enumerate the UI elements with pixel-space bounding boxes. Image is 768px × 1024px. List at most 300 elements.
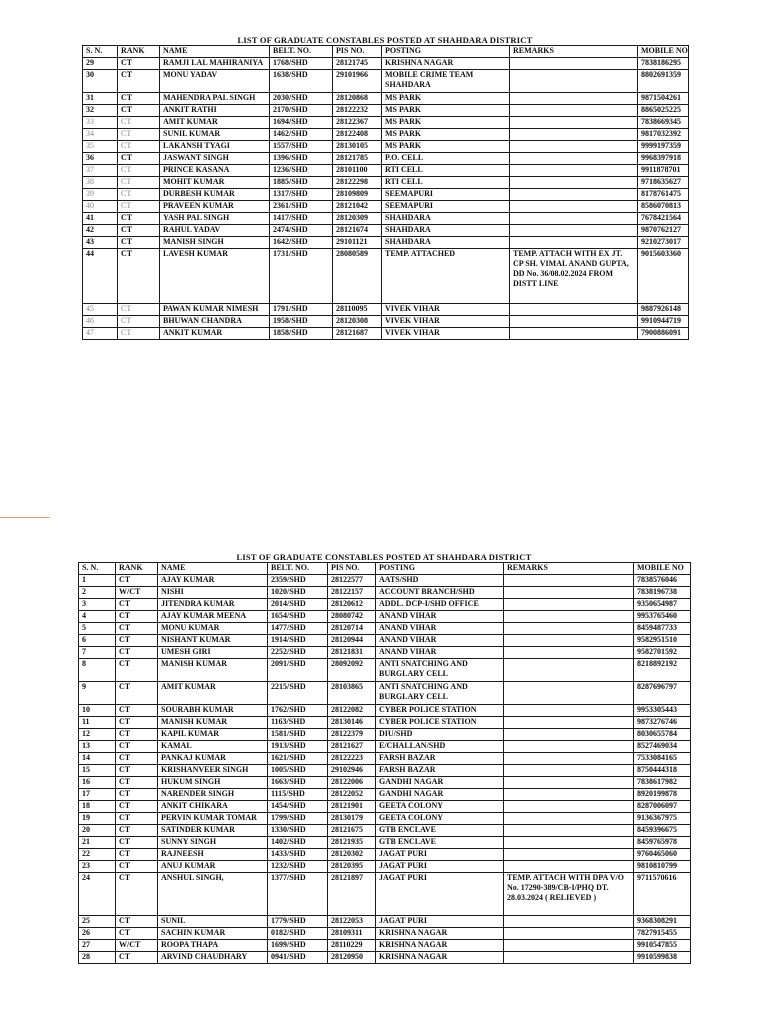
cell-posting: ANAND VIHAR	[376, 611, 504, 623]
cell-name: ANKIT CHIKARA	[158, 801, 268, 813]
cell-pis-no: 29101121	[333, 237, 382, 249]
cell-name: MAHENDRA PAL SINGH	[160, 93, 270, 105]
cell-sn: 26	[79, 928, 116, 940]
table-row	[83, 328, 689, 340]
cell-mobile-no: 8527469034	[634, 741, 691, 753]
cell-belt-no: 1642/SHD	[270, 237, 333, 249]
cell-mobile-no: 7900886091	[638, 328, 689, 340]
table-row	[83, 153, 689, 165]
cell-sn: 32	[83, 105, 118, 117]
cell-rank: CT	[118, 237, 160, 249]
cell-belt-no: 1779/SHD	[268, 916, 328, 928]
cell-mobile-no: 9136367975	[634, 813, 691, 825]
cell-sn: 9	[79, 682, 116, 705]
cell-sn: 30	[83, 70, 118, 93]
cell-belt-no: 2474/SHD	[270, 225, 333, 237]
cell-sn: 18	[79, 801, 116, 813]
cell-mobile-no: 8218892192	[634, 659, 691, 682]
cell-mobile-no: 9953305443	[634, 705, 691, 717]
cell-rank: CT	[118, 165, 160, 177]
cell-name: ANKIT KUMAR	[160, 328, 270, 340]
list-title: LIST OF GRADUATE CONSTABLES POSTED AT SHAHDARA DISTRICT	[237, 35, 533, 45]
table-row	[79, 599, 691, 611]
cell-posting: MS PARK	[382, 117, 510, 129]
cell-name: SACHIN KUMAR	[158, 928, 268, 940]
cell-sn: 34	[83, 129, 118, 141]
col-remarks: REMARKS	[510, 46, 638, 58]
cell-belt-no: 1377/SHD	[268, 873, 328, 916]
table-row	[83, 189, 689, 201]
cell-remarks	[504, 861, 634, 873]
cell-remarks	[504, 623, 634, 635]
cell-belt-no: 1317/SHD	[270, 189, 333, 201]
table-row	[83, 237, 689, 249]
cell-remarks	[504, 659, 634, 682]
cell-pis-no: 28122223	[328, 753, 376, 765]
cell-pis-no: 28109809	[333, 189, 382, 201]
cell-rank: CT	[116, 849, 158, 861]
cell-rank: CT	[116, 635, 158, 647]
cell-pis-no: 28120395	[328, 861, 376, 873]
cell-remarks	[504, 611, 634, 623]
table-row	[79, 952, 691, 964]
cell-rank: CT	[118, 328, 160, 340]
table-row	[79, 729, 691, 741]
col-mobile: MOBILE NO	[638, 46, 689, 58]
cell-remarks: TEMP. ATTACH WITH EX JT. CP SH. VIMAL ANAND GUPTA, DD No. 36/08.02.2024 FROM DISTT LINE	[510, 249, 638, 304]
cell-pis-no: 28122367	[333, 117, 382, 129]
cell-pis-no: 28110095	[333, 304, 382, 316]
cell-posting: JAGAT PURI	[376, 849, 504, 861]
cell-remarks	[510, 141, 638, 153]
cell-posting: P.O. CELL	[382, 153, 510, 165]
table-header-row	[83, 46, 689, 58]
cell-belt-no: 1621/SHD	[268, 753, 328, 765]
cell-posting: E/CHALLAN/SHD	[376, 741, 504, 753]
cell-sn: 39	[83, 189, 118, 201]
cell-belt-no: 1417/SHD	[270, 213, 333, 225]
cell-rank: CT	[116, 717, 158, 729]
cell-pis-no: 28122232	[333, 105, 382, 117]
cell-belt-no: 1236/SHD	[270, 165, 333, 177]
cell-pis-no: 28120714	[328, 623, 376, 635]
cell-remarks	[504, 599, 634, 611]
cell-belt-no: 1115/SHD	[268, 789, 328, 801]
cell-mobile-no: 8865025225	[638, 105, 689, 117]
cell-rank: CT	[116, 916, 158, 928]
cell-pis-no: 29102946	[328, 765, 376, 777]
cell-sn: 36	[83, 153, 118, 165]
cell-sn: 7	[79, 647, 116, 659]
cell-rank: CT	[118, 213, 160, 225]
cell-sn: 10	[79, 705, 116, 717]
cell-remarks	[504, 952, 634, 964]
cell-sn: 22	[79, 849, 116, 861]
cell-remarks	[510, 70, 638, 93]
cell-remarks	[510, 117, 638, 129]
cell-remarks	[510, 328, 638, 340]
table-row	[79, 682, 691, 705]
cell-name: ANUJ KUMAR	[158, 861, 268, 873]
cell-posting: MS PARK	[382, 105, 510, 117]
cell-sn: 20	[79, 825, 116, 837]
cell-belt-no: 1731/SHD	[270, 249, 333, 304]
cell-name: RAJNEESH	[158, 849, 268, 861]
cell-pis-no: 28130179	[328, 813, 376, 825]
col-posting: POSTING	[376, 563, 504, 575]
cell-pis-no: 28103865	[328, 682, 376, 705]
cell-sn: 1	[79, 575, 116, 587]
cell-belt-no: 1330/SHD	[268, 825, 328, 837]
cell-belt-no: 1163/SHD	[268, 717, 328, 729]
table-row	[79, 765, 691, 777]
cell-belt-no: 1885/SHD	[270, 177, 333, 189]
cell-pis-no: 28121674	[333, 225, 382, 237]
cell-name: PERVIN KUMAR TOMAR	[158, 813, 268, 825]
cell-posting: MOBILE CRIME TEAM SHAHDARA	[382, 70, 510, 93]
cell-posting: VIVEK VIHAR	[382, 316, 510, 328]
table-row	[79, 837, 691, 849]
cell-rank: CT	[118, 117, 160, 129]
cell-name: MONU YADAV	[160, 70, 270, 93]
cell-name: KAMAL	[158, 741, 268, 753]
cell-posting: FARSH BAZAR	[376, 765, 504, 777]
cell-mobile-no: 9887926148	[638, 304, 689, 316]
cell-name: AMIT KUMAR	[158, 682, 268, 705]
cell-pis-no: 28121901	[328, 801, 376, 813]
table-row	[83, 249, 689, 304]
table-row	[79, 705, 691, 717]
cell-rank: CT	[116, 801, 158, 813]
table-row	[83, 201, 689, 213]
cell-sn: 42	[83, 225, 118, 237]
table-row	[79, 587, 691, 599]
cell-name: YASH PAL SINGH	[160, 213, 270, 225]
cell-posting: GTB ENCLAVE	[376, 825, 504, 837]
cell-remarks	[504, 635, 634, 647]
cell-belt-no: 1638/SHD	[270, 70, 333, 93]
cell-pis-no: 28120944	[328, 635, 376, 647]
cell-name: BHUWAN CHANDRA	[160, 316, 270, 328]
cell-rank: CT	[118, 93, 160, 105]
cell-posting: MS PARK	[382, 129, 510, 141]
cell-belt-no: 1762/SHD	[268, 705, 328, 717]
cell-remarks	[504, 825, 634, 837]
table-row	[79, 717, 691, 729]
cell-sn: 16	[79, 777, 116, 789]
cell-posting: KRISHNA NAGAR	[382, 58, 510, 70]
cell-name: JASWANT SINGH	[160, 153, 270, 165]
cell-mobile-no: 8287696797	[634, 682, 691, 705]
cell-rank: CT	[118, 316, 160, 328]
cell-name: NARENDER SINGH	[158, 789, 268, 801]
cell-pis-no: 28121687	[333, 328, 382, 340]
cell-pis-no: 29101966	[333, 70, 382, 93]
cell-pis-no: 28120612	[328, 599, 376, 611]
cell-mobile-no: 9953765460	[634, 611, 691, 623]
cell-posting: CYBER POLICE STATION	[376, 717, 504, 729]
cell-remarks	[504, 789, 634, 801]
cell-remarks	[510, 105, 638, 117]
cell-mobile-no: 9582701592	[634, 647, 691, 659]
cell-belt-no: 2361/SHD	[270, 201, 333, 213]
cell-name: AJAY KUMAR	[158, 575, 268, 587]
cell-pis-no: 28080742	[328, 611, 376, 623]
cell-sn: 21	[79, 837, 116, 849]
cell-name: ROOPA THAPA	[158, 940, 268, 952]
cell-remarks	[504, 849, 634, 861]
col-remarks: REMARKS	[504, 563, 634, 575]
table-row	[83, 105, 689, 117]
cell-belt-no: 1402/SHD	[268, 837, 328, 849]
cell-mobile-no: 9871504261	[638, 93, 689, 105]
cell-remarks	[504, 777, 634, 789]
cell-pis-no: 28122298	[333, 177, 382, 189]
cell-mobile-no: 9711570616	[634, 873, 691, 916]
cell-remarks	[510, 153, 638, 165]
cell-remarks	[504, 765, 634, 777]
cell-rank: CT	[116, 753, 158, 765]
table-row	[79, 940, 691, 952]
cell-pis-no: 28120868	[333, 93, 382, 105]
cell-belt-no: 2014/SHD	[268, 599, 328, 611]
cell-name: KAPIL KUMAR	[158, 729, 268, 741]
cell-sn: 38	[83, 177, 118, 189]
table-row	[83, 141, 689, 153]
table-row	[83, 117, 689, 129]
cell-posting: MS PARK	[382, 93, 510, 105]
cell-remarks	[504, 837, 634, 849]
cell-posting: GANDHI NAGAR	[376, 777, 504, 789]
cell-posting: ANAND VIHAR	[376, 623, 504, 635]
cell-rank: W/CT	[116, 587, 158, 599]
cell-name: SUNIL KUMAR	[160, 129, 270, 141]
cell-name: SOURABH KUMAR	[158, 705, 268, 717]
cell-name: AMIT KUMAR	[160, 117, 270, 129]
cell-mobile-no: 9368308291	[634, 916, 691, 928]
cell-sn: 3	[79, 599, 116, 611]
cell-rank: CT	[116, 599, 158, 611]
cell-remarks	[504, 753, 634, 765]
cell-rank: CT	[116, 682, 158, 705]
col-belt: BELT. NO.	[268, 563, 328, 575]
cell-rank: CT	[118, 105, 160, 117]
table-row	[79, 873, 691, 916]
cell-rank: CT	[116, 659, 158, 682]
cell-sn: 4	[79, 611, 116, 623]
cell-mobile-no: 9210273017	[638, 237, 689, 249]
table-row	[79, 813, 691, 825]
cell-pis-no: 28092092	[328, 659, 376, 682]
cell-name: LAKANSH TYAGI	[160, 141, 270, 153]
cell-sn: 17	[79, 789, 116, 801]
cell-sn: 27	[79, 940, 116, 952]
table-row	[79, 741, 691, 753]
cell-sn: 28	[79, 952, 116, 964]
cell-posting: JAGAT PURI	[376, 873, 504, 916]
cell-rank: CT	[116, 741, 158, 753]
cell-mobile-no: 9910547855	[634, 940, 691, 952]
cell-posting: AATS/SHD	[376, 575, 504, 587]
cell-posting: ADDL. DCP-I/SHD OFFICE	[376, 599, 504, 611]
cell-posting: FARSH BAZAR	[376, 753, 504, 765]
cell-mobile-no: 9968397918	[638, 153, 689, 165]
cell-belt-no: 0182/SHD	[268, 928, 328, 940]
cell-belt-no: 1232/SHD	[268, 861, 328, 873]
cell-pis-no: 28120302	[328, 849, 376, 861]
cell-remarks	[504, 682, 634, 705]
constable-table	[78, 562, 691, 964]
cell-belt-no: 1581/SHD	[268, 729, 328, 741]
cell-belt-no: 1699/SHD	[268, 940, 328, 952]
cell-mobile-no: 9999197359	[638, 141, 689, 153]
cell-pis-no: 28110229	[328, 940, 376, 952]
cell-pis-no: 28122053	[328, 916, 376, 928]
cell-pis-no: 28121831	[328, 647, 376, 659]
cell-belt-no: 1914/SHD	[268, 635, 328, 647]
table-row	[83, 213, 689, 225]
cell-mobile-no: 9760465060	[634, 849, 691, 861]
cell-rank: CT	[118, 177, 160, 189]
cell-belt-no: 1005/SHD	[268, 765, 328, 777]
cell-mobile-no: 9910944719	[638, 316, 689, 328]
cell-posting: ANAND VIHAR	[376, 647, 504, 659]
scan-edge-line	[0, 517, 50, 518]
table-row	[83, 165, 689, 177]
cell-mobile-no: 7678421564	[638, 213, 689, 225]
cell-name: MANISH KUMAR	[158, 717, 268, 729]
cell-belt-no: 1913/SHD	[268, 741, 328, 753]
cell-remarks	[510, 177, 638, 189]
cell-rank: CT	[116, 623, 158, 635]
cell-pis-no: 28101100	[333, 165, 382, 177]
cell-rank: CT	[118, 129, 160, 141]
cell-pis-no: 28130146	[328, 717, 376, 729]
table-row	[79, 647, 691, 659]
table-row	[79, 849, 691, 861]
cell-remarks	[510, 237, 638, 249]
cell-sn: 47	[83, 328, 118, 340]
cell-rank: CT	[116, 789, 158, 801]
cell-mobile-no: 8802691359	[638, 70, 689, 93]
cell-sn: 29	[83, 58, 118, 70]
cell-rank: CT	[118, 201, 160, 213]
cell-pis-no: 28120309	[333, 213, 382, 225]
cell-posting: SHAHDARA	[382, 213, 510, 225]
cell-remarks	[504, 717, 634, 729]
cell-remarks	[504, 801, 634, 813]
cell-mobile-no: 7838196738	[634, 587, 691, 599]
cell-name: DURBESH KUMAR	[160, 189, 270, 201]
cell-belt-no: 0941/SHD	[268, 952, 328, 964]
table-header-row	[79, 563, 691, 575]
cell-sn: 45	[83, 304, 118, 316]
cell-name: LAVESH KUMAR	[160, 249, 270, 304]
cell-posting: ANAND VIHAR	[376, 635, 504, 647]
cell-remarks	[504, 916, 634, 928]
cell-pis-no: 28121627	[328, 741, 376, 753]
cell-belt-no: 1454/SHD	[268, 801, 328, 813]
table-row	[79, 623, 691, 635]
cell-belt-no: 1654/SHD	[268, 611, 328, 623]
cell-sn: 2	[79, 587, 116, 599]
cell-mobile-no: 8920199878	[634, 789, 691, 801]
cell-pis-no: 28122577	[328, 575, 376, 587]
cell-pis-no: 28121745	[333, 58, 382, 70]
cell-mobile-no: 7838669345	[638, 117, 689, 129]
cell-belt-no: 2215/SHD	[268, 682, 328, 705]
cell-name: MONU KUMAR	[158, 623, 268, 635]
cell-sn: 44	[83, 249, 118, 304]
cell-belt-no: 1663/SHD	[268, 777, 328, 789]
cell-name: JITENDRA KUMAR	[158, 599, 268, 611]
cell-remarks	[510, 58, 638, 70]
cell-pis-no: 28122379	[328, 729, 376, 741]
cell-rank: CT	[116, 575, 158, 587]
cell-name: ANKIT RATHI	[160, 105, 270, 117]
cell-sn: 11	[79, 717, 116, 729]
cell-name: PRINCE KASANA	[160, 165, 270, 177]
cell-sn: 33	[83, 117, 118, 129]
cell-name: HUKUM SINGH	[158, 777, 268, 789]
cell-rank: CT	[116, 873, 158, 916]
cell-posting: SEEMAPURI	[382, 201, 510, 213]
cell-posting: TEMP. ATTACHED	[382, 249, 510, 304]
cell-rank: CT	[116, 861, 158, 873]
cell-remarks	[504, 928, 634, 940]
cell-mobile-no: 9911878701	[638, 165, 689, 177]
cell-rank: CT	[116, 928, 158, 940]
cell-posting: RTI CELL	[382, 165, 510, 177]
cell-remarks	[504, 940, 634, 952]
cell-remarks	[504, 647, 634, 659]
cell-remarks: TEMP. ATTACH WITH DPA V/O No. 17290-389/CB-I/PHQ DT. 28.03.2024 ( RELIEVED )	[504, 873, 634, 916]
col-name: NAME	[158, 563, 268, 575]
cell-posting: SHAHDARA	[382, 237, 510, 249]
cell-mobile-no: 7838617982	[634, 777, 691, 789]
table-row	[79, 777, 691, 789]
cell-pis-no: 28080589	[333, 249, 382, 304]
cell-pis-no: 28122052	[328, 789, 376, 801]
cell-belt-no: 2091/SHD	[268, 659, 328, 682]
cell-sn: 31	[83, 93, 118, 105]
col-rank: RANK	[116, 563, 158, 575]
cell-remarks	[504, 705, 634, 717]
cell-mobile-no: 8459396675	[634, 825, 691, 837]
cell-belt-no: 2252/SHD	[268, 647, 328, 659]
cell-sn: 14	[79, 753, 116, 765]
cell-mobile-no: 7827915455	[634, 928, 691, 940]
cell-belt-no: 1433/SHD	[268, 849, 328, 861]
cell-name: MOHIT KUMAR	[160, 177, 270, 189]
cell-pis-no: 28121897	[328, 873, 376, 916]
cell-name: UMESH GIRI	[158, 647, 268, 659]
cell-name: SUNIL	[158, 916, 268, 928]
cell-posting: ACCOUNT BRANCH/SHD	[376, 587, 504, 599]
cell-mobile-no: 9870762127	[638, 225, 689, 237]
cell-posting: RTI CELL	[382, 177, 510, 189]
cell-mobile-no: 9015603360	[638, 249, 689, 304]
cell-name: AJAY KUMAR MEENA	[158, 611, 268, 623]
cell-belt-no: 1396/SHD	[270, 153, 333, 165]
cell-rank: CT	[118, 58, 160, 70]
cell-posting: KRISHNA NAGAR	[376, 928, 504, 940]
cell-remarks	[504, 587, 634, 599]
table-row	[79, 825, 691, 837]
cell-remarks	[510, 201, 638, 213]
cell-mobile-no: 8178761475	[638, 189, 689, 201]
cell-pis-no: 28109311	[328, 928, 376, 940]
